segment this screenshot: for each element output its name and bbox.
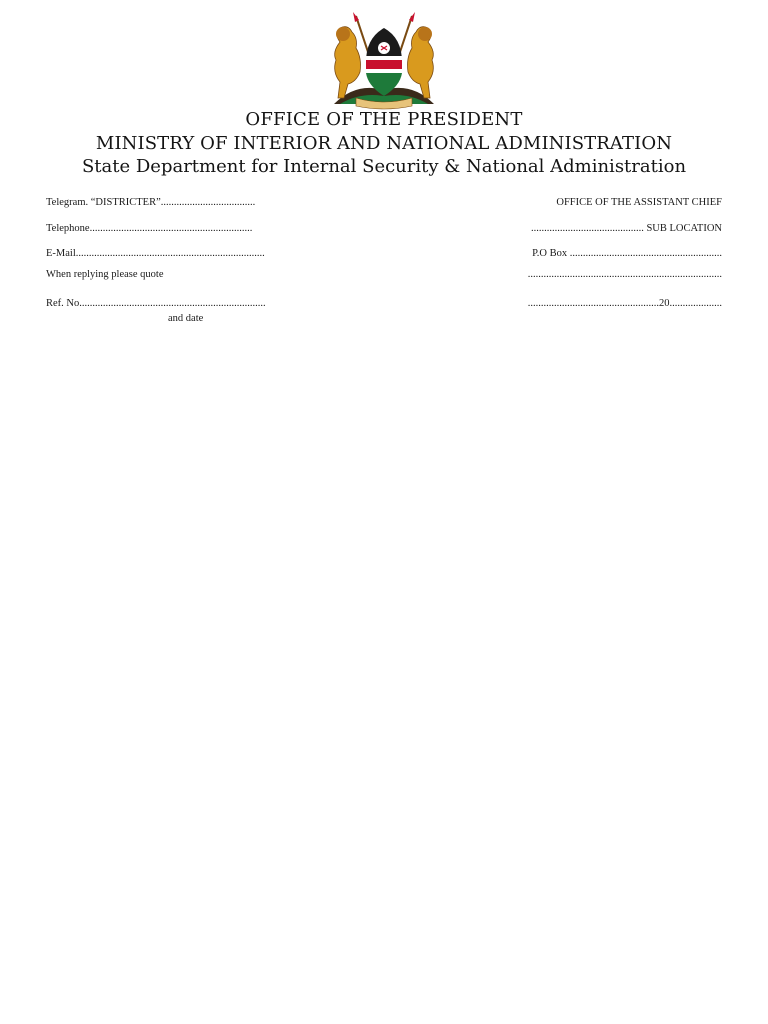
office-title: OFFICE OF THE PRESIDENT <box>245 109 523 130</box>
sub-location-field: ........................................... SUB LOCATION <box>530 223 722 234</box>
date-line-field: ..................................................20.................... <box>527 298 722 309</box>
ministry-title: MINISTRY OF INTERIOR AND NATIONAL ADMINISTRATION <box>95 133 673 154</box>
coat-of-arms-emblem <box>326 12 442 110</box>
email-field: E-Mail........................................................................ <box>46 248 265 259</box>
telephone-field: Telephone.............................................................. <box>46 223 253 234</box>
reply-note: When replying please quote <box>46 269 164 280</box>
office-label: OFFICE OF THE ASSISTANT CHIEF <box>556 197 722 208</box>
ref-no-field: Ref. No....................................................................... <box>46 298 266 309</box>
department-title: State Department for Internal Security & National Administration <box>81 156 687 177</box>
address-line-field: .......................................................................... <box>527 269 722 280</box>
telegram-field: Telegram. “DISTRICTER”.................................... <box>46 197 256 208</box>
po-box-field: P.O Box .......................................................... <box>532 248 722 259</box>
and-date-label: and date <box>168 313 204 324</box>
